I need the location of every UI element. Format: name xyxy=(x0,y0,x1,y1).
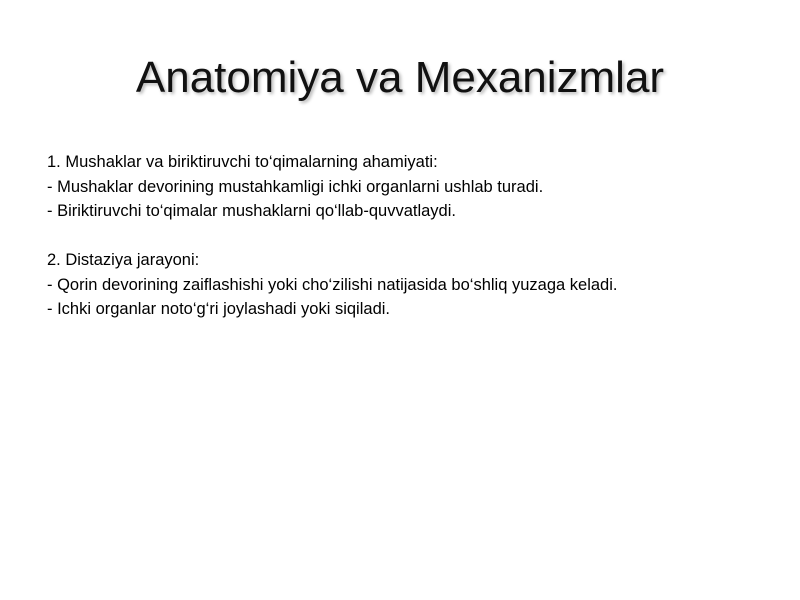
bullet-item: - Mushaklar devorining mustahkamligi ichki organlarni ushlab turadi. xyxy=(47,177,544,196)
section-spacer xyxy=(47,224,767,249)
bullet-item: - Qorin devorining zaiflashishi yoki cho‘zilishi natijasida bo‘shliq yuzaga keladi. xyxy=(47,275,618,294)
bullet-item: - Biriktiruvchi to‘qimalar mushaklarni qo‘llab-quvvatlaydi. xyxy=(47,202,456,220)
section-heading: 2. Distaziya jarayoni: xyxy=(47,251,200,269)
slide-title: Anatomiya va Mexanizmlar xyxy=(135,53,665,102)
bullet-item: - Ichki organlar noto‘g‘ri joylashadi yoki siqiladi. xyxy=(47,300,390,318)
section-heading: 1. Mushaklar va biriktiruvchi to‘qimalarning ahamiyati: xyxy=(47,153,438,171)
slide-body xyxy=(47,150,767,322)
